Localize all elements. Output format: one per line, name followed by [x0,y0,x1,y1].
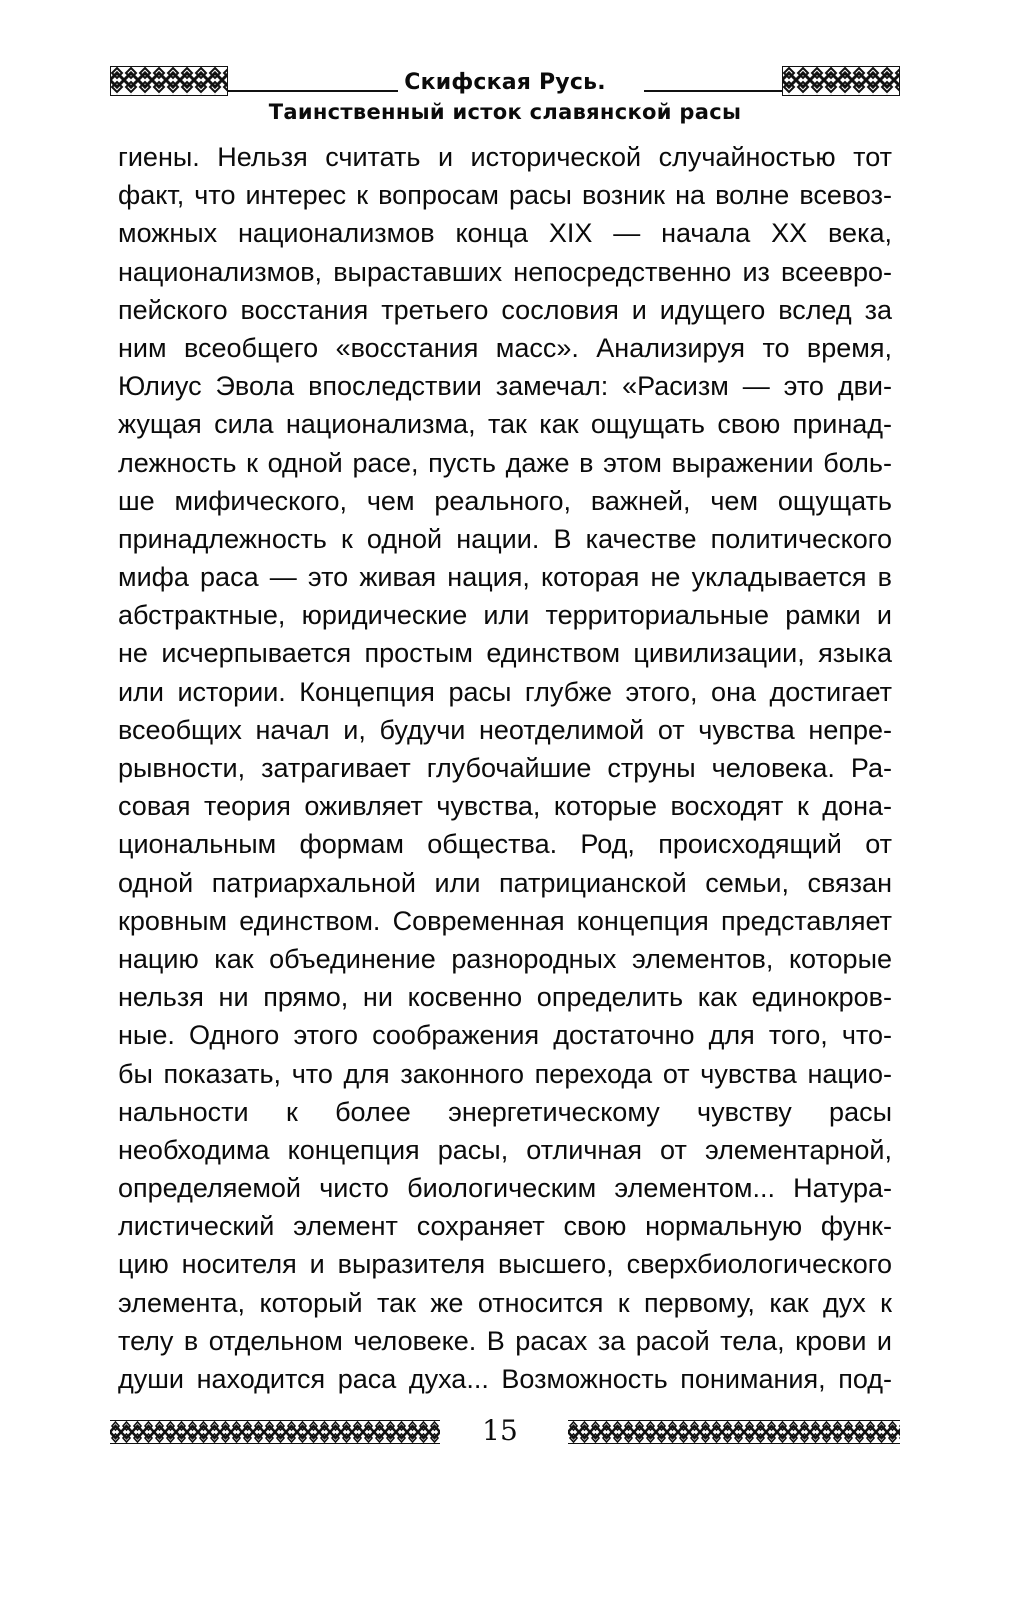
text-line: элемента, который так же относится к первому, как дух к [118,1287,892,1318]
running-header [110,62,900,132]
text-line: всеобщих начал и, будучи неотделимой от чувства непре- [118,714,892,745]
text-line: определяемой чисто биологическим элементом... Натура- [118,1173,892,1204]
text-line: или истории. Концепция расы глубже этого, она достигает [118,676,892,707]
book-subtitle: Таинственный исток славянской расы [268,100,742,124]
text-line: одной патриархальной или патрицианской семьи, связан [118,867,892,898]
text-line: циональным формам общества. Род, происходящий от [118,829,892,860]
text-line: рывности, затрагивает глубочайшие струны человека. Ра- [118,753,892,783]
text-line: телу в отдельном человеке. В расах за расой тела, крови и [118,1325,892,1356]
book-title [110,70,900,95]
text-line: принадлежность к одной нации. В качестве политического [118,523,892,554]
page-number: 15 [482,1414,518,1447]
text-line: ним всеобщего «восстания масс». Анализируя то время, [118,332,892,363]
text-line: национализмов, выраставших непосредственно из всеевро- [118,256,892,287]
text-line: цию носителя и выразителя высшего, сверхбиологического [118,1249,892,1280]
text-line: нельзя ни прямо, ни косвенно определить как единокров- [118,982,892,1013]
text-line: необходима концепция расы, отличная от элементарной, [118,1134,892,1165]
text-line: пейского восстания третьего сословия и идущего вслед за [118,294,892,325]
text-line: лежность к одной расе, пусть даже в этом выражении боль- [118,447,892,478]
text-line: ше мифического, чем реального, важней, чем ощущать [118,485,892,516]
text-line: жущая сила национализма, так как ощущать свою принад- [118,409,892,440]
text-line: факт, что интерес к вопросам расы возник на волне всевоз- [118,180,892,211]
text-line: можных национализмов конца XIX — начала XX века, [118,218,892,249]
text-line: нацию как объединение разнородных элементов, которые [118,943,892,974]
book-title-text: Скифская Русь. [398,70,612,95]
footer-ornament-left-icon [110,1420,440,1444]
text-line: совая теория оживляет чувства, которые восходят к дона- [118,791,892,822]
text-line: гиены. Нельзя считать и исторической случайностью тот [118,142,892,172]
text-line: бы показать, что для законного перехода от чувства нацио- [118,1058,892,1089]
text-line: листический элемент сохраняет свою нормальную функ- [118,1211,892,1242]
text-line: кровным единством. Современная концепция представляет [118,905,892,936]
text-line: абстрактные, юридические или территориальные рамки и [118,600,892,631]
text-line: нальности к более энергетическому чувству расы [118,1096,892,1127]
page-body-text [118,138,892,1398]
text-line: мифа раса — это живая нация, которая не укладывается в [118,562,892,593]
text-line: души находится раса духа... Возможность понимания, под- [118,1364,892,1394]
footer-ornament-right-icon [568,1420,900,1444]
text-line: не исчерпывается простым единством цивилизации, языка [118,638,892,669]
page-footer [110,1412,900,1452]
text-line: Юлиус Эвола впоследствии замечал: «Расизм — это дви- [118,371,892,402]
text-line: ные. Одного этого соображения достаточно для того, что- [118,1020,892,1051]
